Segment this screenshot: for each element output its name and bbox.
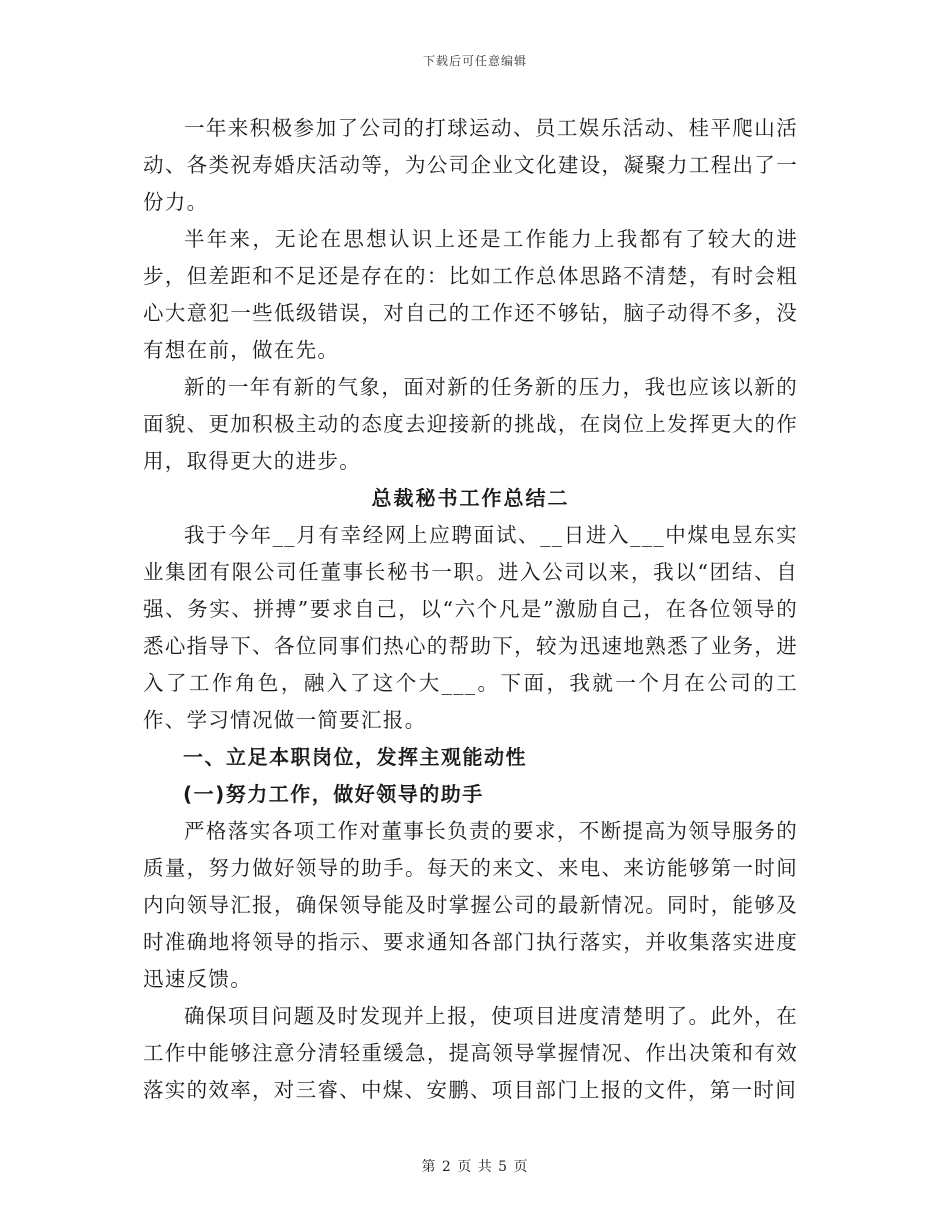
paragraph-shortcomings: 半年来，无论在思想认识上还是工作能力上我都有了较大的进步，但差距和不足还是存在的：比如工作总体思路不清楚，有时会粗心大意犯一些低级错误，对自己的工作还不够钻，脑子动得不多，没有想在前，做在先。	[143, 227, 798, 362]
page-number: 第 2 页 共 5 页	[421, 1159, 529, 1175]
paragraph-new-year: 新的一年有新的气象，面对新的任务新的压力，我也应该以新的面貌、更加积极主动的态度去迎接新的挑战，在岗位上发挥更大的作用，取得更大的进步。	[143, 375, 798, 473]
paragraph-assistant-duties: 严格落实各项工作对董事长负责的要求，不断提高为领导服务的质量，努力做好领导的助手。每天的来文、来电、来访能够第一时间内向领导汇报，确保领导能及时掌握公司的最新情况。同时，能够及时准确地将领导的指示、要求通知各部门执行落实，并收集落实进度迅速反馈。	[143, 819, 798, 991]
paragraph-introduction: 我于今年__月有幸经网上应聘面试、__日进入___中煤电昱东实业集团有限公司任董事长秘书一职。进入公司以来，我以“团结、自强、务实、拼搏”要求自己，以“六个凡是”激励自己，在各位领导的悉心指导下、各位同事们热心的帮助下，较为迅速地熟悉了业务，进入了工作角色，融入了这个大___。下面，我就一个月在公司的工作、学习情况做一简要汇报。	[143, 523, 798, 732]
paragraph-project-reporting: 确保项目问题及时发现并上报，使项目进度清楚明了。此外，在工作中能够注意分清轻重缓急，提高领导掌握情况、作出决策和有效落实的效率，对三睿、中煤、安鹏、项目部门上报的文件，第一时间	[143, 1004, 798, 1102]
page-header: 下载后可任意编辑	[422, 54, 527, 68]
heading-level-2: (一)努力工作，做好领导的助手	[183, 782, 484, 806]
document-body	[143, 110, 798, 1109]
heading-level-1: 一、立足本职岗位，发挥主观能动性	[183, 745, 527, 769]
paragraph-activities: 一年来积极参加了公司的打球运动、员工娱乐活动、桂平爬山活动、各类祝寿婚庆活动等，为公司企业文化建设，凝聚力工程出了一份力。	[143, 116, 798, 214]
section-title: 总裁秘书工作总结二	[371, 486, 570, 510]
